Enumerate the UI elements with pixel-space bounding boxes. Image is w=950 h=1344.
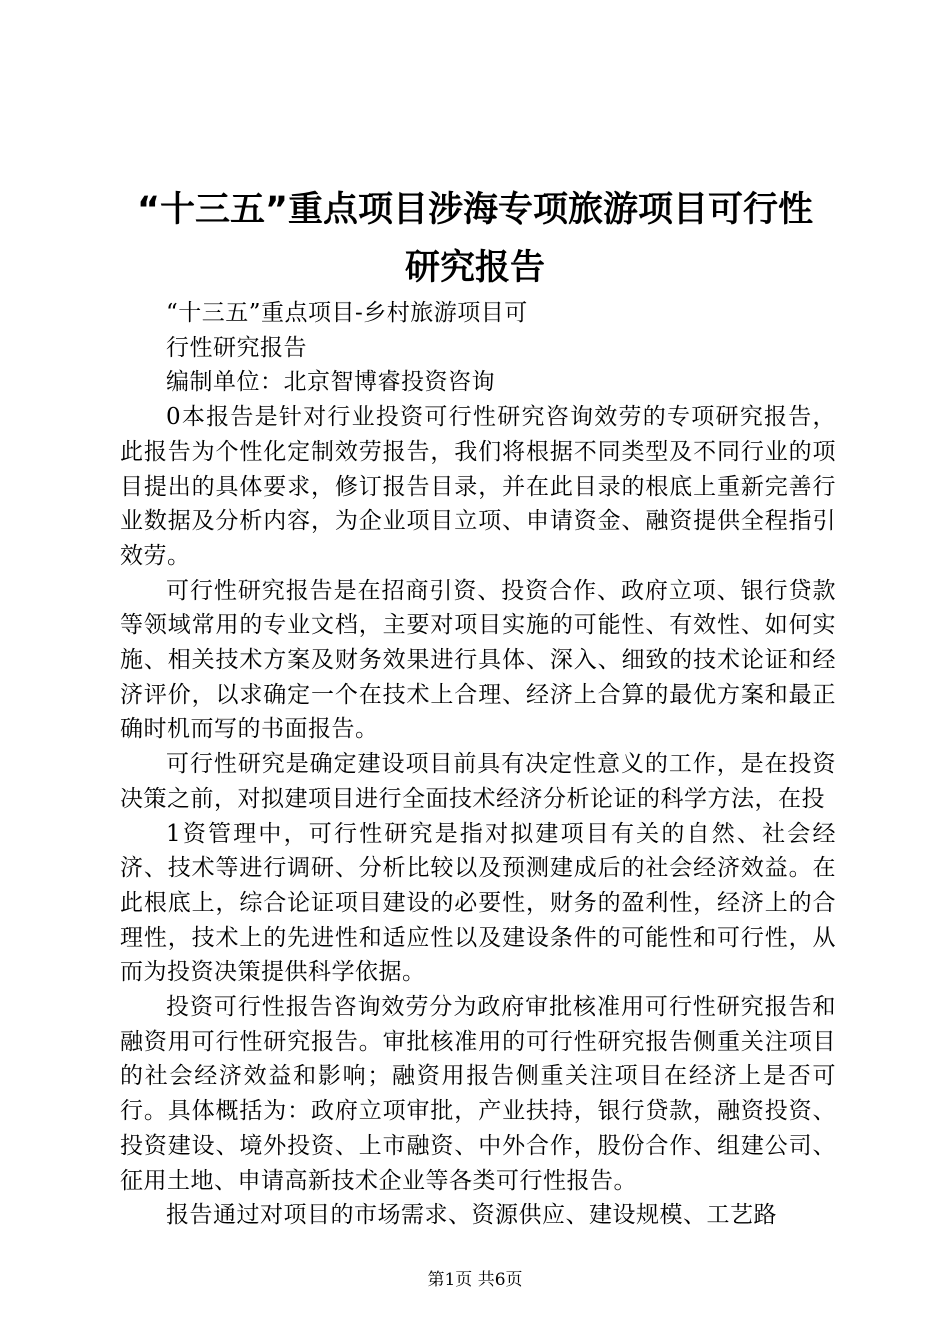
document-body [120,296,836,1233]
paragraph: 1资管理中，可行性研究是指对拟建项目有关的自然、社会经济、技术等进行调研、分析比较以及预测建成后的社会经济效益。在此根底上，综合论证项目建设的必要性，财务的盈利性，经济上的合理性，技术上的先进性和适应性以及建设条件的可能性和可行性，从而为投资决策提供科学依据。 [120,820,836,986]
paragraph: 投资可行性报告咨询效劳分为政府审批核准用可行性研究报告和融资用可行性研究报告。审批核准用的可行性研究报告侧重关注项目的社会经济效益和影响；融资用报告侧重关注项目在经济上是否可行。具体概括为：政府立项审批，产业扶持，银行贷款，融资投资、投资建设、境外投资、上市融资、中外合作，股份合作、组建公司、征用土地、申请高新技术企业等各类可行性报告。 [120,994,836,1194]
page-number-footer: 第1页 共6页 [427,1270,523,1290]
paragraph-subtitle-1: “十三五”重点项目-乡村旅游项目可 [166,300,528,326]
paragraph-compiler: 编制单位：北京智博睿投资咨询 [166,369,495,396]
paragraph: 可行性研究是确定建设项目前具有决定性意义的工作，是在投资决策之前，对拟建项目进行全面技术经济分析论证的科学方法，在投 [120,751,836,812]
document-title-line-1: “十三五”重点项目涉海专项旅游项目可行性 [136,190,813,230]
paragraph-subtitle-2: 行性研究报告 [166,334,307,361]
paragraph: 0本报告是针对行业投资可行性研究咨询效劳的专项研究报告，此报告为个性化定制效劳报告，我们将根据不同类型及不同行业的项目提出的具体要求，修订报告目录，并在此目录的根底上重新完善行业数据及分析内容，为企业项目立项、申请资金、融资提供全程指引效劳。 [120,404,836,569]
document-title-line-2: 研究报告 [404,248,545,288]
paragraph: 可行性研究报告是在招商引资、投资合作、政府立项、银行贷款等领域常用的专业文档，主要对项目实施的可能性、有效性、如何实施、相关技术方案及财务效果进行具体、深入、细致的技术论证和经济评价，以求确定一个在技术上合理、经济上合算的最优方案和最正确时机而写的书面报告。 [120,577,836,743]
paragraph: 报告通过对项目的市场需求、资源供应、建设规模、工艺路 [166,1202,777,1229]
